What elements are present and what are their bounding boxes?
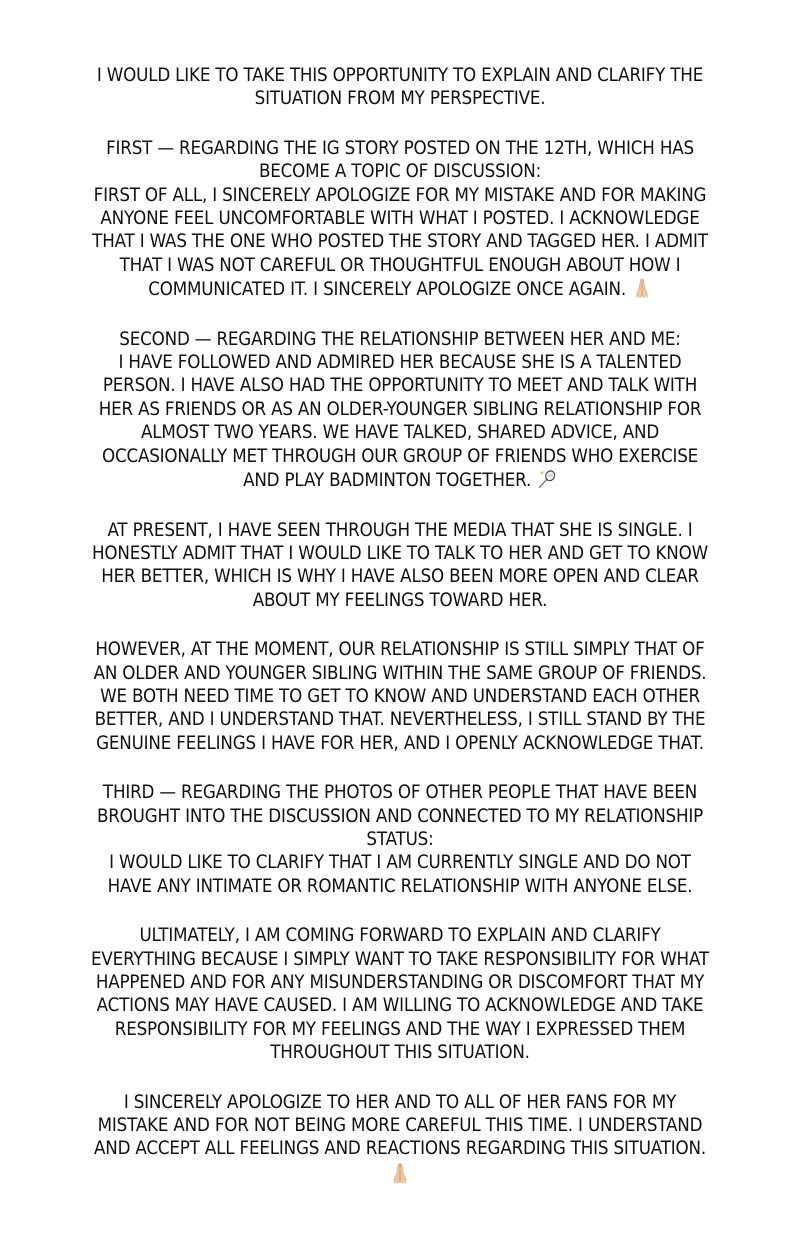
- paragraph-ultimately: [40, 924, 760, 1064]
- text-line: HER AS FRIENDS OR AS AN OLDER-YOUNGER SIBLING RELATIONSHIP FOR: [98, 398, 702, 420]
- text-line: WE BOTH NEED TIME TO GET TO KNOW AND UNDERSTAND EACH OTHER: [100, 685, 700, 707]
- text-line: OCCASIONALLY MET THROUGH OUR GROUP OF FRIENDS WHO EXERCISE: [101, 445, 699, 467]
- text-line: FIRST OF ALL, I SINCERELY APOLOGIZE FOR MY MISTAKE AND FOR MAKING: [93, 184, 707, 206]
- text-line: RESPONSIBILITY FOR MY FEELINGS AND THE WAY I EXPRESSED THEM: [114, 1018, 686, 1040]
- emoji-line: [69, 1161, 731, 1187]
- text-line: SITUATION FROM MY PERSPECTIVE.: [254, 88, 546, 110]
- text-line: FIRST — REGARDING THE IG STORY POSTED ON THE 12TH, WHICH HAS: [106, 137, 694, 159]
- text-line: GENUINE FEELINGS I HAVE FOR HER, AND I OPENLY ACKNOWLEDGE THAT.: [96, 732, 704, 754]
- text-line: BECOME A TOPIC OF DISCUSSION:: [258, 161, 542, 183]
- badminton-icon: [537, 468, 557, 490]
- text-line-text: AND PLAY BADMINTON TOGETHER.: [243, 470, 532, 492]
- text-line-with-emoji: [69, 468, 731, 492]
- text-line: HAVE ANY INTIMATE OR ROMANTIC RELATIONSHIP WITH ANYONE ELSE.: [107, 875, 693, 897]
- text-line: MISTAKE AND FOR NOT BEING MORE CAREFUL THIS TIME. I UNDERSTAND: [97, 1115, 703, 1137]
- text-line: HER BETTER, WHICH IS WHY I HAVE ALSO BEEN MORE OPEN AND CLEAR: [101, 566, 699, 588]
- text-line: ANYONE FEEL UNCOMFORTABLE WITH WHAT I POSTED. I ACKNOWLEDGE: [100, 208, 700, 230]
- text-line: I HAVE FOLLOWED AND ADMIRED HER BECAUSE SHE IS A TALENTED: [118, 352, 682, 374]
- text-line: HONESTLY ADMIT THAT I WOULD LIKE TO TALK TO HER AND GET TO KNOW: [92, 542, 708, 564]
- text-line: BROUGHT INTO THE DISCUSSION AND CONNECTED TO MY RELATIONSHIP: [96, 805, 704, 827]
- paragraph-first-ig-story: [40, 137, 760, 302]
- text-line: EVERYTHING BECAUSE I SIMPLY WANT TO TAKE RESPONSIBILITY FOR WHAT: [91, 948, 709, 970]
- paragraph-intro: [40, 64, 760, 111]
- text-line-with-emoji: [69, 277, 731, 301]
- text-line: AND ACCEPT ALL FEELINGS AND REACTIONS REGARDING THIS SITUATION.: [93, 1138, 707, 1160]
- paragraph-third-photos: [40, 781, 760, 898]
- paragraph-second-relationship: [40, 328, 760, 493]
- text-line: HAPPENED AND FOR ANY MISUNDERSTANDING OR DISCOMFORT THAT MY: [95, 972, 705, 993]
- paragraph-at-present: [40, 519, 760, 613]
- text-line: THAT I WAS NOT CAREFUL OR THOUGHTFUL ENOUGH ABOUT HOW I: [119, 254, 681, 276]
- text-line: THIRD — REGARDING THE PHOTOS OF OTHER PEOPLE THAT HAVE BEEN: [102, 782, 698, 804]
- text-line: ABOUT MY FEELINGS TOWARD HER.: [252, 589, 548, 611]
- text-line: AT PRESENT, I HAVE SEEN THROUGH THE MEDIA THAT SHE IS SINGLE. I: [107, 519, 693, 541]
- text-line: HOWEVER, AT THE MOMENT, OUR RELATIONSHIP IS STILL SIMPLY THAT OF: [95, 639, 705, 661]
- text-line: ALMOST TWO YEARS. WE HAVE TALKED, SHARED ADVICE, AND: [140, 422, 660, 444]
- text-line: THAT I WAS THE ONE WHO POSTED THE STORY AND TAGGED HER. I ADMIT: [92, 231, 708, 253]
- text-line: I WOULD LIKE TO TAKE THIS OPPORTUNITY TO EXPLAIN AND CLARIFY THE: [96, 65, 704, 86]
- paragraph-however: [40, 638, 760, 755]
- text-line: SECOND — REGARDING THE RELATIONSHIP BETWEEN HER AND ME:: [119, 328, 681, 350]
- praying-hands-icon: [632, 277, 652, 299]
- text-line: STATUS:: [366, 828, 434, 850]
- text-line: I WOULD LIKE TO CLARIFY THAT I AM CURRENTLY SINGLE AND DO NOT: [109, 852, 691, 874]
- text-line: ACTIONS MAY HAVE CAUSED. I AM WILLING TO ACKNOWLEDGE AND TAKE: [96, 995, 704, 1017]
- text-line: THROUGHOUT THIS SITUATION.: [270, 1042, 530, 1064]
- text-line-text: COMMUNICATED IT. I SINCERELY APOLOGIZE ONCE AGAIN.: [148, 279, 626, 301]
- text-line: AN OLDER AND YOUNGER SIBLING WITHIN THE SAME GROUP OF FRIENDS.: [93, 662, 707, 684]
- text-line: I SINCERELY APOLOGIZE TO HER AND TO ALL OF HER FANS FOR MY: [123, 1091, 677, 1113]
- text-line: ULTIMATELY, I AM COMING FORWARD TO EXPLAIN AND CLARIFY: [139, 925, 661, 947]
- text-line: BETTER, AND I UNDERSTAND THAT. NEVERTHELESS, I STILL STAND BY THE: [94, 709, 706, 731]
- paragraph-final-apology: [40, 1091, 760, 1188]
- praying-hands-icon: [389, 1161, 411, 1185]
- text-line: PERSON. I HAVE ALSO HAD THE OPPORTUNITY TO MEET AND TALK WITH: [102, 375, 698, 397]
